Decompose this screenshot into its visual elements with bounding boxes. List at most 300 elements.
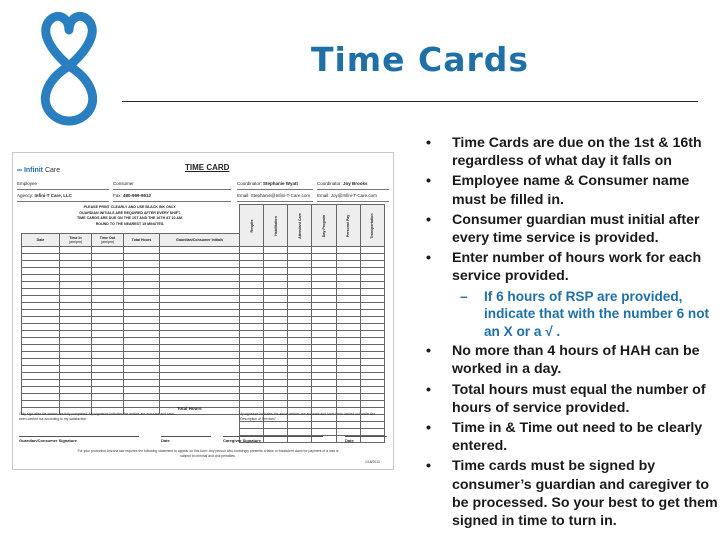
table-cell bbox=[336, 359, 360, 366]
table-cell bbox=[240, 324, 264, 331]
bullet-list bbox=[418, 134, 718, 532]
table-cell bbox=[288, 289, 312, 296]
col-total-hours: Total Hours bbox=[124, 234, 160, 247]
card-instructions: PLEASE PRINT CLEARLY AND USE BLACK INK ONLY. GUARDIAN INITIALS ARE REQUIRED AFTER EVERY SHIFT. TIME CARDS ARE DUE ON THE 1ST AND THE 16TH AT 10 AM. ROUND TO THE NEAREST 15 MINUTES. bbox=[76, 205, 184, 226]
table-cell bbox=[240, 387, 264, 394]
table-row bbox=[240, 345, 385, 352]
table-cell bbox=[160, 380, 240, 387]
table-cell bbox=[240, 359, 264, 366]
table-cell bbox=[240, 317, 264, 324]
col-personal-pay: Personal Pay bbox=[336, 205, 360, 247]
table-cell bbox=[124, 317, 160, 324]
table-cell bbox=[60, 394, 92, 401]
table-cell bbox=[264, 247, 288, 254]
right-signature-note: My signature indicates the above entries are accurate and have been carried out under the "Description of Services" bbox=[239, 412, 376, 421]
bullet-marker: • bbox=[426, 250, 431, 267]
card-brand-icon: ∞ bbox=[17, 167, 22, 174]
table-cell bbox=[336, 247, 360, 254]
table-row bbox=[240, 422, 385, 429]
table-cell bbox=[160, 324, 240, 331]
table-cell bbox=[264, 317, 288, 324]
table-cell bbox=[264, 338, 288, 345]
table-cell bbox=[160, 268, 240, 275]
table-cell bbox=[60, 324, 92, 331]
table-cell bbox=[360, 261, 384, 268]
total-hours-label: Total Hours bbox=[177, 406, 202, 411]
table-cell bbox=[360, 401, 384, 408]
table-cell bbox=[336, 366, 360, 373]
bullet-text: Time in & Time out need to be clearly entered. bbox=[452, 419, 703, 455]
table-cell bbox=[22, 338, 60, 345]
table-cell bbox=[92, 380, 124, 387]
table-cell bbox=[360, 303, 384, 310]
table-cell bbox=[360, 338, 384, 345]
services-table bbox=[239, 204, 385, 443]
table-cell bbox=[312, 317, 336, 324]
table-row bbox=[22, 373, 240, 380]
table-cell bbox=[124, 373, 160, 380]
table-cell bbox=[288, 352, 312, 359]
bullet-marker: • bbox=[426, 381, 431, 398]
table-cell bbox=[92, 352, 124, 359]
table-row bbox=[22, 331, 240, 338]
table-cell bbox=[124, 275, 160, 282]
table-cell bbox=[312, 373, 336, 380]
table-cell bbox=[336, 296, 360, 303]
table-cell bbox=[360, 247, 384, 254]
table-cell bbox=[360, 373, 384, 380]
table-cell bbox=[360, 289, 384, 296]
table-cell bbox=[288, 387, 312, 394]
table-cell bbox=[92, 394, 124, 401]
table-cell bbox=[288, 268, 312, 275]
table-cell bbox=[264, 401, 288, 408]
table-cell bbox=[22, 373, 60, 380]
table-cell bbox=[92, 275, 124, 282]
table-cell bbox=[124, 247, 160, 254]
table-cell bbox=[360, 317, 384, 324]
table-cell bbox=[360, 296, 384, 303]
table-row bbox=[22, 289, 240, 296]
table-cell bbox=[336, 317, 360, 324]
table-cell bbox=[312, 296, 336, 303]
table-cell bbox=[60, 331, 92, 338]
table-cell bbox=[22, 289, 60, 296]
table-row bbox=[240, 401, 385, 408]
card-brand bbox=[17, 167, 60, 174]
table-cell bbox=[160, 310, 240, 317]
table-cell bbox=[360, 331, 384, 338]
col-transportation: Transportation bbox=[360, 205, 384, 247]
table-cell bbox=[22, 387, 60, 394]
table-cell bbox=[22, 394, 60, 401]
table-cell bbox=[312, 352, 336, 359]
table-cell bbox=[360, 387, 384, 394]
table-cell bbox=[124, 303, 160, 310]
table-cell bbox=[240, 422, 264, 429]
table-cell bbox=[60, 282, 92, 289]
table-cell bbox=[288, 331, 312, 338]
table-cell bbox=[240, 373, 264, 380]
bullet-marker: • bbox=[426, 173, 431, 190]
table-cell bbox=[60, 352, 92, 359]
col-date: Date bbox=[22, 234, 60, 247]
table-cell bbox=[22, 380, 60, 387]
table-cell bbox=[312, 338, 336, 345]
table-cell bbox=[92, 303, 124, 310]
table-cell bbox=[336, 310, 360, 317]
table-row bbox=[22, 380, 240, 387]
table-cell bbox=[92, 289, 124, 296]
table-cell bbox=[240, 352, 264, 359]
table-row bbox=[240, 373, 385, 380]
table-cell bbox=[60, 401, 92, 408]
bullet-marker: • bbox=[426, 135, 431, 151]
table-cell bbox=[336, 331, 360, 338]
table-cell bbox=[160, 359, 240, 366]
table-cell bbox=[336, 254, 360, 261]
table-cell bbox=[312, 401, 336, 408]
table-row bbox=[240, 352, 385, 359]
table-row bbox=[240, 380, 385, 387]
table-cell bbox=[360, 380, 384, 387]
table-row bbox=[240, 331, 385, 338]
table-cell bbox=[312, 254, 336, 261]
table-cell bbox=[264, 254, 288, 261]
table-cell bbox=[264, 282, 288, 289]
table-cell bbox=[312, 247, 336, 254]
bullet-text: Enter number of hours work for each service provided. bbox=[452, 250, 702, 285]
table-cell bbox=[60, 296, 92, 303]
email-field-2: Email: Joy@Infini-T-Care.com bbox=[317, 191, 389, 202]
table-cell bbox=[360, 345, 384, 352]
table-cell bbox=[360, 310, 384, 317]
table-cell bbox=[240, 254, 264, 261]
hours-table bbox=[21, 233, 240, 415]
table-cell bbox=[92, 359, 124, 366]
table-cell bbox=[288, 247, 312, 254]
table-cell bbox=[124, 366, 160, 373]
table-cell bbox=[22, 345, 60, 352]
table-row bbox=[240, 394, 385, 401]
table-cell bbox=[22, 296, 60, 303]
table-cell bbox=[60, 373, 92, 380]
table-cell bbox=[288, 317, 312, 324]
guardian-date-line: Date bbox=[161, 436, 211, 443]
table-cell bbox=[160, 352, 240, 359]
col-day-program: Day Program bbox=[312, 205, 336, 247]
caregiver-signature-line: Caregiver Signature bbox=[223, 436, 323, 443]
table-cell bbox=[240, 310, 264, 317]
table-cell bbox=[264, 380, 288, 387]
legal-footer-note: For your protection Arizona law requires the following statement to appear on this form: Any person who knowingly presents a false or fraudulent claim for payment of a loss is subject to criminal and civil penalties. bbox=[77, 449, 339, 458]
card-brand-suffix: Care bbox=[44, 167, 61, 174]
bullet-item bbox=[418, 211, 718, 247]
table-cell bbox=[264, 352, 288, 359]
table-cell bbox=[240, 303, 264, 310]
title-divider bbox=[122, 101, 698, 102]
table-row bbox=[22, 310, 240, 317]
table-cell bbox=[160, 387, 240, 394]
bullet-item bbox=[418, 134, 718, 170]
table-cell bbox=[240, 380, 264, 387]
col-time-out: Time Out (am/pm) bbox=[92, 234, 124, 247]
table-cell bbox=[92, 317, 124, 324]
table-row bbox=[22, 296, 240, 303]
dash-marker: – bbox=[460, 288, 468, 304]
table-cell bbox=[160, 394, 240, 401]
table-row bbox=[240, 282, 385, 289]
table-cell bbox=[60, 345, 92, 352]
table-cell bbox=[240, 401, 264, 408]
table-cell bbox=[336, 380, 360, 387]
employee-field: Employee bbox=[17, 179, 109, 190]
table-cell bbox=[92, 387, 124, 394]
table-cell bbox=[360, 429, 384, 436]
table-row bbox=[240, 387, 385, 394]
table-cell bbox=[160, 338, 240, 345]
table-row bbox=[22, 345, 240, 352]
table-row bbox=[240, 310, 385, 317]
table-cell bbox=[60, 310, 92, 317]
table-row bbox=[22, 387, 240, 394]
table-cell bbox=[124, 338, 160, 345]
table-cell bbox=[124, 289, 160, 296]
table-cell bbox=[160, 275, 240, 282]
col-attendant-care: Attendant Care bbox=[288, 205, 312, 247]
table-cell bbox=[22, 261, 60, 268]
table-cell bbox=[360, 275, 384, 282]
table-cell bbox=[312, 429, 336, 436]
table-cell bbox=[60, 247, 92, 254]
card-title: TIME CARD bbox=[185, 163, 230, 172]
table-cell bbox=[312, 366, 336, 373]
table-cell bbox=[360, 359, 384, 366]
table-cell bbox=[288, 380, 312, 387]
bullet-item bbox=[418, 381, 718, 417]
table-cell bbox=[124, 254, 160, 261]
bullet-marker: • bbox=[426, 458, 431, 475]
table-cell bbox=[336, 352, 360, 359]
table-cell bbox=[124, 380, 160, 387]
table-cell bbox=[22, 352, 60, 359]
table-cell bbox=[124, 352, 160, 359]
table-cell bbox=[312, 261, 336, 268]
table-cell bbox=[312, 380, 336, 387]
caregiver-date-line: Date bbox=[345, 436, 387, 443]
table-cell bbox=[312, 345, 336, 352]
table-cell bbox=[160, 303, 240, 310]
time-card-document bbox=[12, 152, 394, 470]
email-field-1: Email: Stephanie@Infini-T-Care.com bbox=[237, 191, 313, 202]
col-habilitation: Habilitation bbox=[264, 205, 288, 247]
table-cell bbox=[240, 429, 264, 436]
table-cell bbox=[60, 380, 92, 387]
table-row bbox=[240, 289, 385, 296]
table-cell bbox=[360, 324, 384, 331]
bullet-marker: • bbox=[426, 343, 431, 360]
table-row bbox=[22, 303, 240, 310]
table-row bbox=[22, 247, 240, 254]
table-cell bbox=[124, 324, 160, 331]
table-cell bbox=[336, 345, 360, 352]
table-cell bbox=[264, 303, 288, 310]
agency-field: Agency: Infini-T Care, LLC bbox=[17, 191, 109, 202]
coordinator-field-1: Coordinator: Stephanie Wyatt bbox=[237, 179, 313, 190]
table-cell bbox=[264, 345, 288, 352]
table-cell bbox=[160, 247, 240, 254]
table-row bbox=[22, 275, 240, 282]
table-cell bbox=[264, 373, 288, 380]
table-cell bbox=[60, 254, 92, 261]
table-cell bbox=[288, 345, 312, 352]
table-row bbox=[22, 317, 240, 324]
bullet-item bbox=[418, 342, 718, 378]
left-signature-note: Only sign after the entries are fully completed. My signature indicates the entries are accurate and have been carried out according to my satisfaction. bbox=[19, 412, 175, 421]
table-cell bbox=[160, 282, 240, 289]
infinit-care-logo-icon bbox=[28, 8, 110, 128]
table-cell bbox=[264, 268, 288, 275]
table-cell bbox=[360, 282, 384, 289]
table-cell bbox=[240, 268, 264, 275]
bullet-item bbox=[418, 172, 718, 208]
table-cell bbox=[336, 275, 360, 282]
table-row bbox=[240, 324, 385, 331]
table-cell bbox=[92, 282, 124, 289]
table-cell bbox=[124, 387, 160, 394]
table-cell bbox=[288, 282, 312, 289]
table-cell bbox=[92, 268, 124, 275]
bullet-item bbox=[418, 249, 718, 285]
table-cell bbox=[124, 331, 160, 338]
bullet-text: Consumer guardian must initial after every time service is provided. bbox=[452, 211, 700, 247]
table-cell bbox=[60, 268, 92, 275]
table-cell bbox=[240, 296, 264, 303]
table-cell bbox=[124, 261, 160, 268]
table-row bbox=[240, 268, 385, 275]
table-cell bbox=[240, 394, 264, 401]
table-cell bbox=[22, 317, 60, 324]
table-cell bbox=[336, 338, 360, 345]
table-cell bbox=[60, 387, 92, 394]
table-cell bbox=[336, 422, 360, 429]
table-cell bbox=[288, 373, 312, 380]
table-cell bbox=[264, 359, 288, 366]
table-cell bbox=[288, 275, 312, 282]
table-row bbox=[22, 366, 240, 373]
table-cell bbox=[160, 254, 240, 261]
table-cell bbox=[160, 345, 240, 352]
table-cell bbox=[312, 310, 336, 317]
table-cell bbox=[360, 422, 384, 429]
table-cell bbox=[336, 429, 360, 436]
table-cell bbox=[160, 366, 240, 373]
table-cell bbox=[22, 275, 60, 282]
table-cell bbox=[312, 324, 336, 331]
table-cell bbox=[312, 394, 336, 401]
table-cell bbox=[312, 289, 336, 296]
table-cell bbox=[22, 254, 60, 261]
table-cell bbox=[360, 352, 384, 359]
table-cell bbox=[60, 303, 92, 310]
table-cell bbox=[124, 310, 160, 317]
bullet-text: Employee name & Consumer name must be filled in. bbox=[452, 173, 690, 208]
table-cell bbox=[60, 366, 92, 373]
bullet-text: If 6 hours of RSP are provided, indicate that with the number 6 not an X or a √ . bbox=[484, 288, 710, 339]
table-cell bbox=[92, 247, 124, 254]
table-cell bbox=[240, 282, 264, 289]
table-cell bbox=[22, 268, 60, 275]
table-cell bbox=[312, 422, 336, 429]
table-cell bbox=[60, 359, 92, 366]
bullet-marker: • bbox=[426, 419, 431, 436]
table-cell bbox=[92, 401, 124, 408]
table-cell bbox=[22, 359, 60, 366]
table-row bbox=[22, 401, 240, 408]
table-row bbox=[240, 429, 385, 436]
table-row bbox=[22, 254, 240, 261]
table-cell bbox=[124, 401, 160, 408]
table-cell bbox=[288, 261, 312, 268]
table-cell bbox=[124, 394, 160, 401]
table-row bbox=[22, 261, 240, 268]
fax-field: Fax: 480-999-9512 bbox=[113, 191, 231, 202]
table-cell bbox=[288, 401, 312, 408]
table-cell bbox=[160, 317, 240, 324]
table-cell bbox=[92, 261, 124, 268]
table-cell bbox=[22, 247, 60, 254]
table-cell bbox=[264, 394, 288, 401]
card-brand-name: Infinit bbox=[23, 167, 44, 174]
table-cell bbox=[264, 387, 288, 394]
col-respite: Respite bbox=[240, 205, 264, 247]
table-cell bbox=[336, 394, 360, 401]
table-cell bbox=[264, 324, 288, 331]
table-cell bbox=[22, 331, 60, 338]
bullet-item bbox=[418, 419, 718, 455]
guardian-signature-line: Guardian/Consumer Signature bbox=[19, 436, 139, 443]
table-cell bbox=[240, 289, 264, 296]
bullet-text: Time Cards are due on the 1st & 16th regardless of what day it falls on bbox=[452, 135, 702, 170]
table-cell bbox=[92, 366, 124, 373]
table-cell bbox=[240, 275, 264, 282]
table-cell bbox=[288, 324, 312, 331]
table-row bbox=[22, 359, 240, 366]
table-cell bbox=[336, 324, 360, 331]
table-cell bbox=[22, 324, 60, 331]
table-cell bbox=[336, 303, 360, 310]
table-cell bbox=[92, 310, 124, 317]
table-cell bbox=[288, 366, 312, 373]
table-cell bbox=[22, 282, 60, 289]
consumer-field: Consumer bbox=[113, 179, 231, 190]
table-cell bbox=[264, 310, 288, 317]
coordinator-field-2: Coordinator: Joy Brooks bbox=[317, 179, 389, 190]
table-cell bbox=[92, 345, 124, 352]
table-cell bbox=[92, 254, 124, 261]
table-cell bbox=[288, 303, 312, 310]
table-cell bbox=[312, 387, 336, 394]
table-cell bbox=[160, 289, 240, 296]
table-cell bbox=[264, 296, 288, 303]
table-cell bbox=[160, 261, 240, 268]
bullet-item bbox=[418, 457, 718, 530]
table-cell bbox=[92, 331, 124, 338]
table-cell bbox=[124, 296, 160, 303]
table-cell bbox=[124, 345, 160, 352]
table-cell bbox=[264, 331, 288, 338]
table-cell bbox=[288, 394, 312, 401]
